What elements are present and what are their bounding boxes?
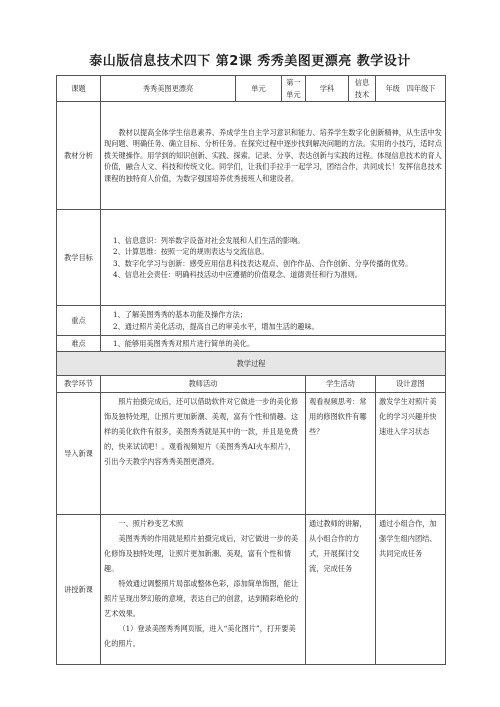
header-row — [57, 76, 446, 102]
lesson-label: 课题 — [57, 76, 101, 102]
key-points-label: 重点 — [57, 306, 101, 336]
goals-row — [57, 210, 446, 306]
intro-design-cell — [376, 393, 446, 515]
col-teacher: 教师活动 — [101, 376, 306, 393]
lecture-paragraph: （1）登录美图秀秀网页版，进入“美化图片”，打开要美化的照片。 — [104, 624, 296, 648]
analysis-row — [57, 102, 446, 210]
key-points-list — [101, 306, 446, 336]
col-student: 学生活动 — [306, 376, 376, 393]
intro-teacher-text: 照片拍摄完成后，还可以借助软件对它做进一步的美化修饰及独特处理，让照片更加新潮、美观，富有个性和情趣。这样的美化软件有很多，美图秀秀就是其中的一款，并且是免费的，快来试试吧！。观看视频短片《美图秀秀AI火车照片》，引出今天教学内容秀秀美图更漂亮。 — [104, 397, 299, 466]
intro-student-cell — [306, 393, 376, 515]
intro-stage: 导入新课 — [57, 393, 101, 515]
intro-student-text: 观看视频思考：常用的修图软件有哪些？ — [309, 397, 367, 436]
key-point-item: 1、了解美图秀秀的基本功能及操作方法； — [113, 310, 247, 319]
lesson-plan-table — [56, 75, 446, 665]
key-points-row — [57, 306, 446, 336]
analysis-text: 教材以提高全体学生信息素养、养成学生自主学习意识和能力、培养学生数字化创新精神，从生活中发现问题、明确任务、确立目标、分析任务。在探究过程中逐步找到解决问题的方法。实用的小技巧，适时点拨关键操作。用学到的知识创新、实践、探索。记录、分享、表达创新与实践的过程。体现信息技术的育人价值，融合人文、科技和传统文化。同学们，让我们手拉手一起学习，团结合作，共同成长！发挥信息技术课程的独特育人价值，为数字强国培养优秀接班人和建设者。 — [104, 127, 442, 183]
difficulty-text: 1、能够用美图秀秀对照片进行简单的美化。 — [101, 336, 446, 352]
unit-value: 第一单元 — [282, 76, 306, 102]
goals-label: 教学目标 — [57, 210, 101, 306]
document-title: 泰山版信息技术四下 第2课 秀秀美图更漂亮 教学设计 — [89, 54, 411, 69]
lecture-student-cell — [306, 515, 376, 665]
process-header-row — [57, 376, 446, 393]
col-design: 设计意图 — [376, 376, 446, 393]
subject-value: 信息技术 — [349, 76, 376, 102]
intro-design-text: 激发学生对照片美化的学习兴趣并快速进入学习状态 — [379, 397, 437, 436]
lecture-heading: 一、照片秒变艺术照 — [118, 519, 184, 528]
difficulty-label: 难点 — [57, 336, 101, 352]
difficulty-row — [57, 336, 446, 352]
lecture-design-text: 通过小组合作，加强学生组内团结、共同完成任务 — [379, 519, 437, 558]
col-stage: 教学环节 — [57, 376, 101, 393]
grade-value: 四年级下 — [406, 83, 436, 93]
goals-list — [101, 210, 446, 306]
subject-label: 学科 — [306, 76, 349, 102]
goal-item: 3、数字化学习与创新：感受应用信息科技表达观点、创作作品、合作创新、分享传播的优势。 — [113, 258, 413, 268]
lecture-design-cell — [376, 515, 446, 665]
lecture-paragraph: 美图秀秀的作用就是照片拍摄完成后，对它做进一步的美化修饰及独特处理，让照片更加新潮、美观，富有个性和情趣。 — [104, 534, 299, 573]
goal-item: 1、信息意识：列举数字设备对社会发展和人们生活的影响。 — [113, 235, 305, 245]
analysis-label: 教材分析 — [57, 102, 101, 210]
lesson-value: 秀秀美图更漂亮 — [101, 76, 236, 102]
grade-label: 年级 — [385, 83, 400, 93]
intro-row — [57, 393, 446, 515]
lecture-paragraph: 特效通过调整照片局部或整体色彩，添加简单饰图，能让照片呈现出梦幻般的意境，表达自己的创意，达到精彩绝伦的艺术效果。 — [104, 579, 299, 618]
lecture-teacher-cell — [101, 515, 306, 665]
process-title-row — [57, 352, 446, 376]
process-title: 教学过程 — [57, 352, 446, 376]
goal-item: 2、计算思维：按照一定的规则表达与交流信息。 — [113, 247, 269, 256]
unit-label-cell: 单元 — [236, 76, 282, 102]
grade-cells — [376, 76, 446, 102]
intro-teacher-cell — [101, 393, 306, 515]
lecture-student-text: 通过教师的讲解，从小组合作的方式，开展探讨交流，完成任务 — [309, 519, 367, 573]
goal-item: 4、信息社会责任：明确科技活动中应遵循的价值观念、道德责任和行为准则。 — [113, 270, 362, 279]
analysis-text-cell — [101, 102, 446, 210]
lecture-row — [57, 515, 446, 665]
key-point-item: 2、通过照片美化活动，提高自己的审美水平，增加生活的趣味。 — [113, 321, 319, 331]
lecture-stage: 讲授新课 — [57, 515, 101, 665]
